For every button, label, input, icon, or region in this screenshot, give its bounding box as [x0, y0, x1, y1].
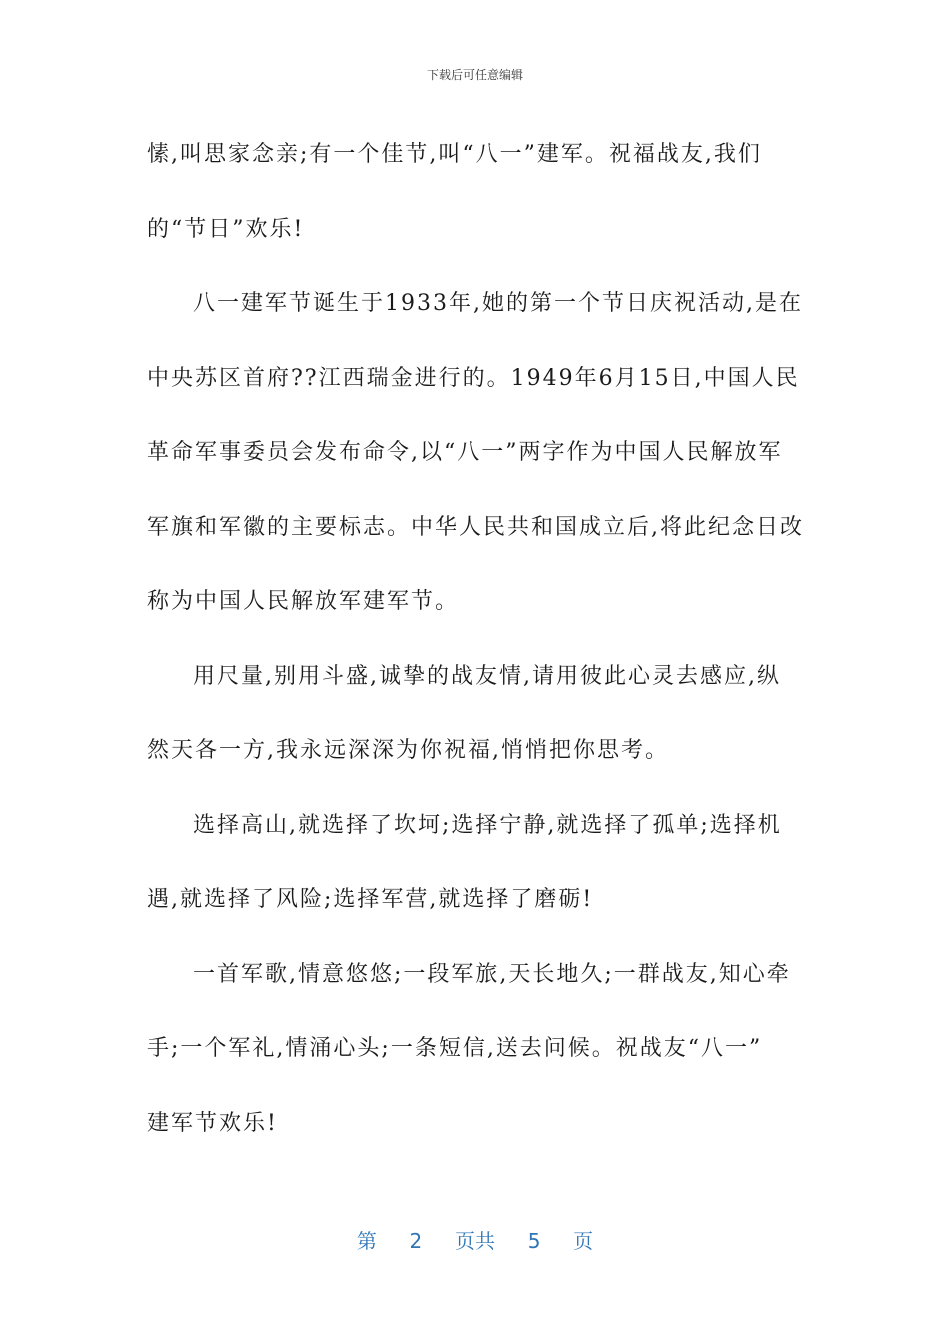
page-header: 下载后可任意编辑	[426, 68, 523, 82]
page-label-ye: 页	[573, 1229, 594, 1253]
paragraph-3	[147, 640, 807, 789]
paragraph-line: 选择高山,就选择了坎坷;选择宁静,就选择了孤单;选择机	[193, 812, 782, 838]
paragraph-line: 手;一个军礼,情涌心头;一条短信,送去问候。祝战友“八一”	[147, 1036, 763, 1061]
paragraph-4	[147, 789, 807, 938]
document-body	[147, 118, 807, 1161]
page-number-footer	[0, 1225, 950, 1254]
paragraph-line: 建军节欢乐!	[147, 1110, 278, 1136]
paragraph-line: 遇,就选择了风险;选择军营,就选择了磨砺!	[147, 887, 594, 912]
page-label-di: 第	[356, 1229, 377, 1253]
paragraph-line: 一首军歌,情意悠悠;一段军旅,天长地久;一群战友,知心牵	[193, 961, 791, 987]
paragraph-1	[147, 118, 807, 267]
paragraph-line: 革命军事委员会发布命令,以“八一”两字作为中国人民解放军	[147, 440, 783, 465]
paragraph-5	[147, 938, 807, 1162]
paragraph-line: 然天各一方,我永远深深为你祝福,悄悄把你思考。	[147, 738, 669, 763]
paragraph-line: 八一建军节诞生于1933年,她的第一个节日庆祝活动,是在	[193, 291, 803, 316]
page-current: 2	[409, 1229, 423, 1253]
paragraph-2	[147, 267, 807, 640]
paragraph-line: 愫,叫思家念亲;有一个佳节,叫“八一”建军。祝福战友,我们	[147, 142, 762, 167]
paragraph-line: 中央苏区首府??江西瑞金进行的。1949年6月15日,中国人民	[147, 365, 800, 391]
page-label-ye-gong: 页共	[455, 1229, 495, 1253]
paragraph-line: 用尺量,别用斗盛,诚挚的战友情,请用彼此心灵去感应,纵	[193, 663, 781, 689]
paragraph-line: 的“节日”欢乐!	[147, 216, 305, 242]
page-total: 5	[527, 1229, 541, 1253]
paragraph-line: 称为中国人民解放军建军节。	[147, 589, 460, 614]
paragraph-line: 军旗和军徽的主要标志。中华人民共和国成立后,将此纪念日改	[147, 514, 804, 540]
